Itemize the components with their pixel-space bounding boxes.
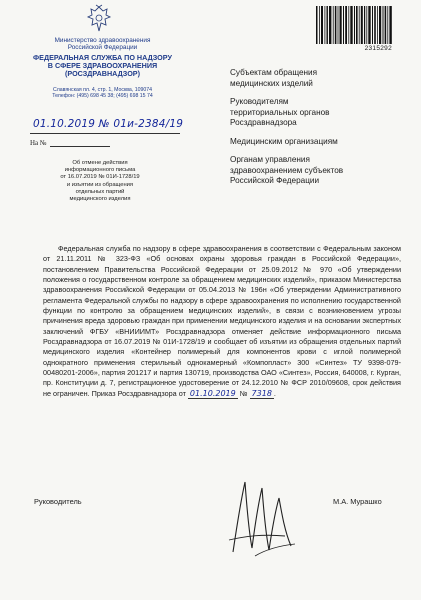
recipient: Медицинским организациям — [230, 136, 338, 146]
letterhead — [30, 37, 175, 100]
handwritten-order-number: 7318 — [251, 388, 272, 398]
handwritten-date-number: 01.10.2019 № 01и-2384/19 — [33, 118, 184, 130]
signatory-name: М.А. Мурашко — [333, 497, 382, 506]
body-paragraph: Федеральная служба по надзору в сфере здравоохранения в соответствии с Федеральным законом от 21.11.2011 № 323-ФЗ «Об основах охраны здоровья граждан в Российской Федерации», постановлением Правительства Российской Федерации от 25.09.2012 № 970 «Об утверждении положения о государственном контроле за обращением медицинских изделий», приказом Министерства здравоохранения Российской Федерации от 05.04.2013 № 196н «Об утверждении Административного регламента Федеральной службы по надзору в сфере здравоохранения по исполнению государственной функции по контролю за обращением медицинских изделий», в связи с возникновением угрозы причинения вреда здоровью граждан при применении медицинского изделия и на основании экспертных заключений ФГБУ «ВНИИИМТ» Росздравнадзора отменяет действие информационного письма Росздравнадзора от 16.07.2019 № 01И-1728/19 и сообщает об изъятии из обращения отдельных партий медицинского изделия «Контейнер полимерный для компонентов крови с иглой полимерной однократного применения стерильный однокамерный «Компопласт» 300 «Синтез» ТУ 9398-079-00480201-2006», партия 201217 и партия 130719, производства ОАО «Синтез», Россия, 640008, г. Курган, пр. Конституции д. 7, регистрационное удостоверение от 24.12.2010 № ФСР 2010/09608, срок действия не ограничен. Приказ Росздравнадзора от — [43, 244, 401, 398]
service-name: ФЕДЕРАЛЬНАЯ СЛУЖБА ПО НАДЗОРУ В СФЕРЕ ЗДРАВООХРАНЕНИЯ (РОСЗДРАВНАДЗОР) — [33, 52, 172, 79]
letter-body — [43, 244, 401, 399]
body-end: . — [273, 388, 276, 398]
address: Славянская пл. 4, стр. 1, Москва, 109074 Телефон: (495) 698 45 38; (495) 698 15 74 — [52, 86, 153, 100]
barcode-number: 2315292 — [364, 45, 392, 52]
recipient: Субъектам обращения медицинских изделий — [230, 68, 318, 88]
ministry-name: Министерство здравоохранения Российской Федерации — [54, 37, 151, 52]
barcode — [316, 6, 392, 44]
reference-label: На № — [30, 139, 47, 147]
recipient: Руководителям территориальных органов Росздравнадзора — [230, 97, 330, 127]
recipient: Органам управления здравоохранением субъектов Российской Федерации — [230, 155, 344, 185]
recipients-block — [230, 68, 400, 195]
coat-of-arms-icon — [85, 4, 113, 36]
signatory-title: Руководитель — [34, 497, 82, 506]
handwritten-signature — [225, 470, 300, 560]
order-number-label: № — [239, 388, 248, 398]
handwritten-order-date: 01.10.2019 — [189, 388, 236, 398]
subject-block: Об отмене действия информационного письма от 16.07.2019 № 01И-1728/19 и изъятии из обращения отдельных партий медицинского изделия — [60, 160, 140, 203]
reference-line — [50, 146, 110, 147]
